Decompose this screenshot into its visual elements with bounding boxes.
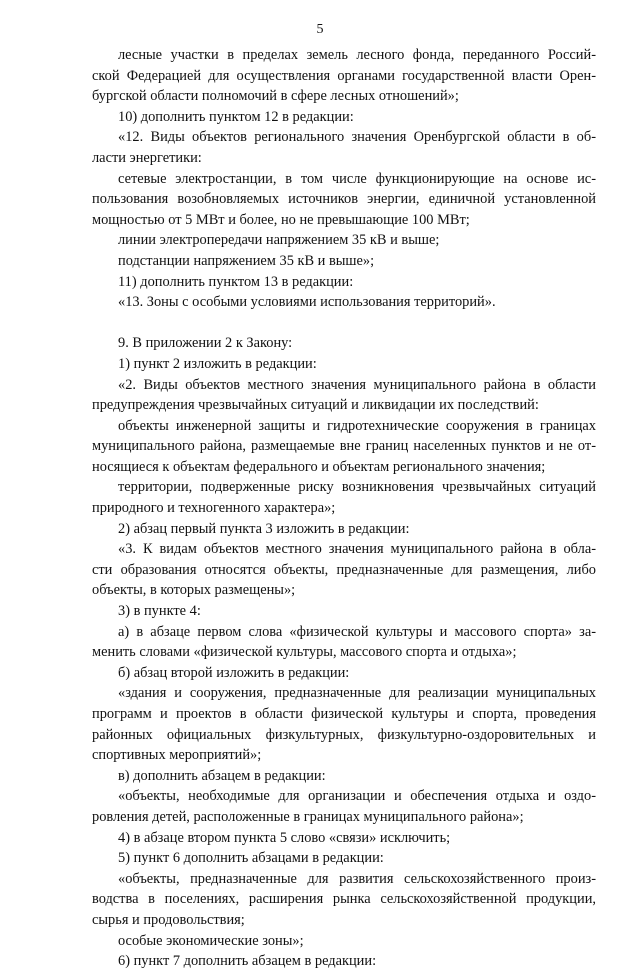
text-line: носящиеся к объектам федерального и объектам регионального значения;: [92, 458, 546, 475]
text-line: 3) в пункте 4:: [118, 603, 201, 620]
text-line: 1) пункт 2 изложить в редакции:: [118, 355, 317, 372]
text-line: территории, подверженные риску возникновения чрезвычайных ситуаций: [118, 479, 596, 496]
text-line: б) абзац второй изложить в редакции:: [118, 664, 350, 681]
text-line: сти образования относятся объекты, предназначенные для размещения, либо: [92, 561, 596, 578]
text-line: муниципального района, размещаемые вне границ населенных пунктов и не от-: [92, 438, 596, 455]
blank-line: [92, 313, 596, 334]
text-line: 10) дополнить пунктом 12 в редакции:: [118, 108, 354, 125]
text-line: пользования возобновляемых источников энергии, единичной установленной: [92, 191, 596, 208]
page-number: 5: [316, 22, 324, 37]
text-line: линии электропередачи напряжением 35 кВ и выше;: [118, 232, 440, 249]
text-line: лесные участки в пределах земель лесного фонда, переданного Россий-: [118, 47, 596, 63]
text-line: природного и техногенного характера»;: [92, 500, 336, 517]
text-line: районных официальных физкультурных, физкультурно-оздоровительных и: [92, 726, 596, 743]
text-line: «13. Зоны с особыми условиями использования территорий».: [118, 294, 496, 311]
text-line: «объекты, предназначенные для развития сельскохозяйственного произ-: [118, 870, 596, 887]
text-line: ласти энергетики:: [92, 149, 202, 166]
text-line: ской Федерацией для осуществления органами государственной власти Орен-: [92, 67, 596, 84]
text-line: ровления детей, расположенные в границах муниципального района»;: [92, 808, 524, 825]
text-line: в) дополнить абзацем в редакции:: [118, 767, 326, 784]
text-line: сырья и продовольствия;: [92, 911, 245, 928]
text-line: 5) пункт 6 дополнить абзацами в редакции:: [118, 850, 384, 867]
text-line: сетевые электростанции, в том числе функционирующие на основе ис-: [118, 170, 596, 187]
text-line: 6) пункт 7 дополнить абзацем в редакции:: [118, 953, 377, 970]
text-line: «2. Виды объектов местного значения муниципального района в области: [118, 376, 596, 393]
text-line: водства в поселениях, расширения рынка сельскохозяйственной продукции,: [92, 891, 596, 908]
text-line: предупреждения чрезвычайных ситуаций и ликвидации их последствий:: [92, 397, 539, 414]
text-line: «12. Виды объектов регионального значения Оренбургской области в об-: [118, 129, 596, 146]
text-line: подстанции напряжением 35 кВ и выше»;: [118, 252, 375, 269]
text-line: менить словами «физической культуры, массового спорта и отдыха»;: [92, 644, 517, 661]
text-line: программ и проектов в области физической культуры и спорта, проведения: [92, 706, 596, 722]
text-line: бургской области полномочий в сфере лесных отношений»;: [92, 88, 459, 105]
document-body: [92, 45, 596, 972]
text-line: спортивных мероприятий»;: [92, 747, 262, 764]
text-line: 9. В приложении 2 к Закону:: [118, 335, 293, 352]
text-line: а) в абзаце первом слова «физической культуры и массового спорта» за-: [118, 623, 596, 640]
text-line: «здания и сооружения, предназначенные для реализации муниципальных: [118, 685, 596, 702]
text-line: особые экономические зоны»;: [118, 932, 304, 949]
text-line: «объекты, необходимые для организации и обеспечения отдыха и оздо-: [118, 788, 596, 805]
text-line: 2) абзац первый пункта 3 изложить в редакции:: [118, 520, 410, 537]
text-line: 4) в абзаце втором пункта 5 слово «связи» исключить;: [118, 829, 451, 846]
text-line: «3. К видам объектов местного значения муниципального района в обла-: [118, 541, 596, 558]
text-line: мощностью от 5 МВт и более, но не превышающие 100 МВт;: [92, 211, 470, 228]
text-line: 11) дополнить пунктом 13 в редакции:: [118, 273, 354, 290]
text-line: объекты, в которых размещены»;: [92, 582, 296, 599]
text-line: объекты инженерной защиты и гидротехнические сооружения в границах: [118, 417, 596, 434]
